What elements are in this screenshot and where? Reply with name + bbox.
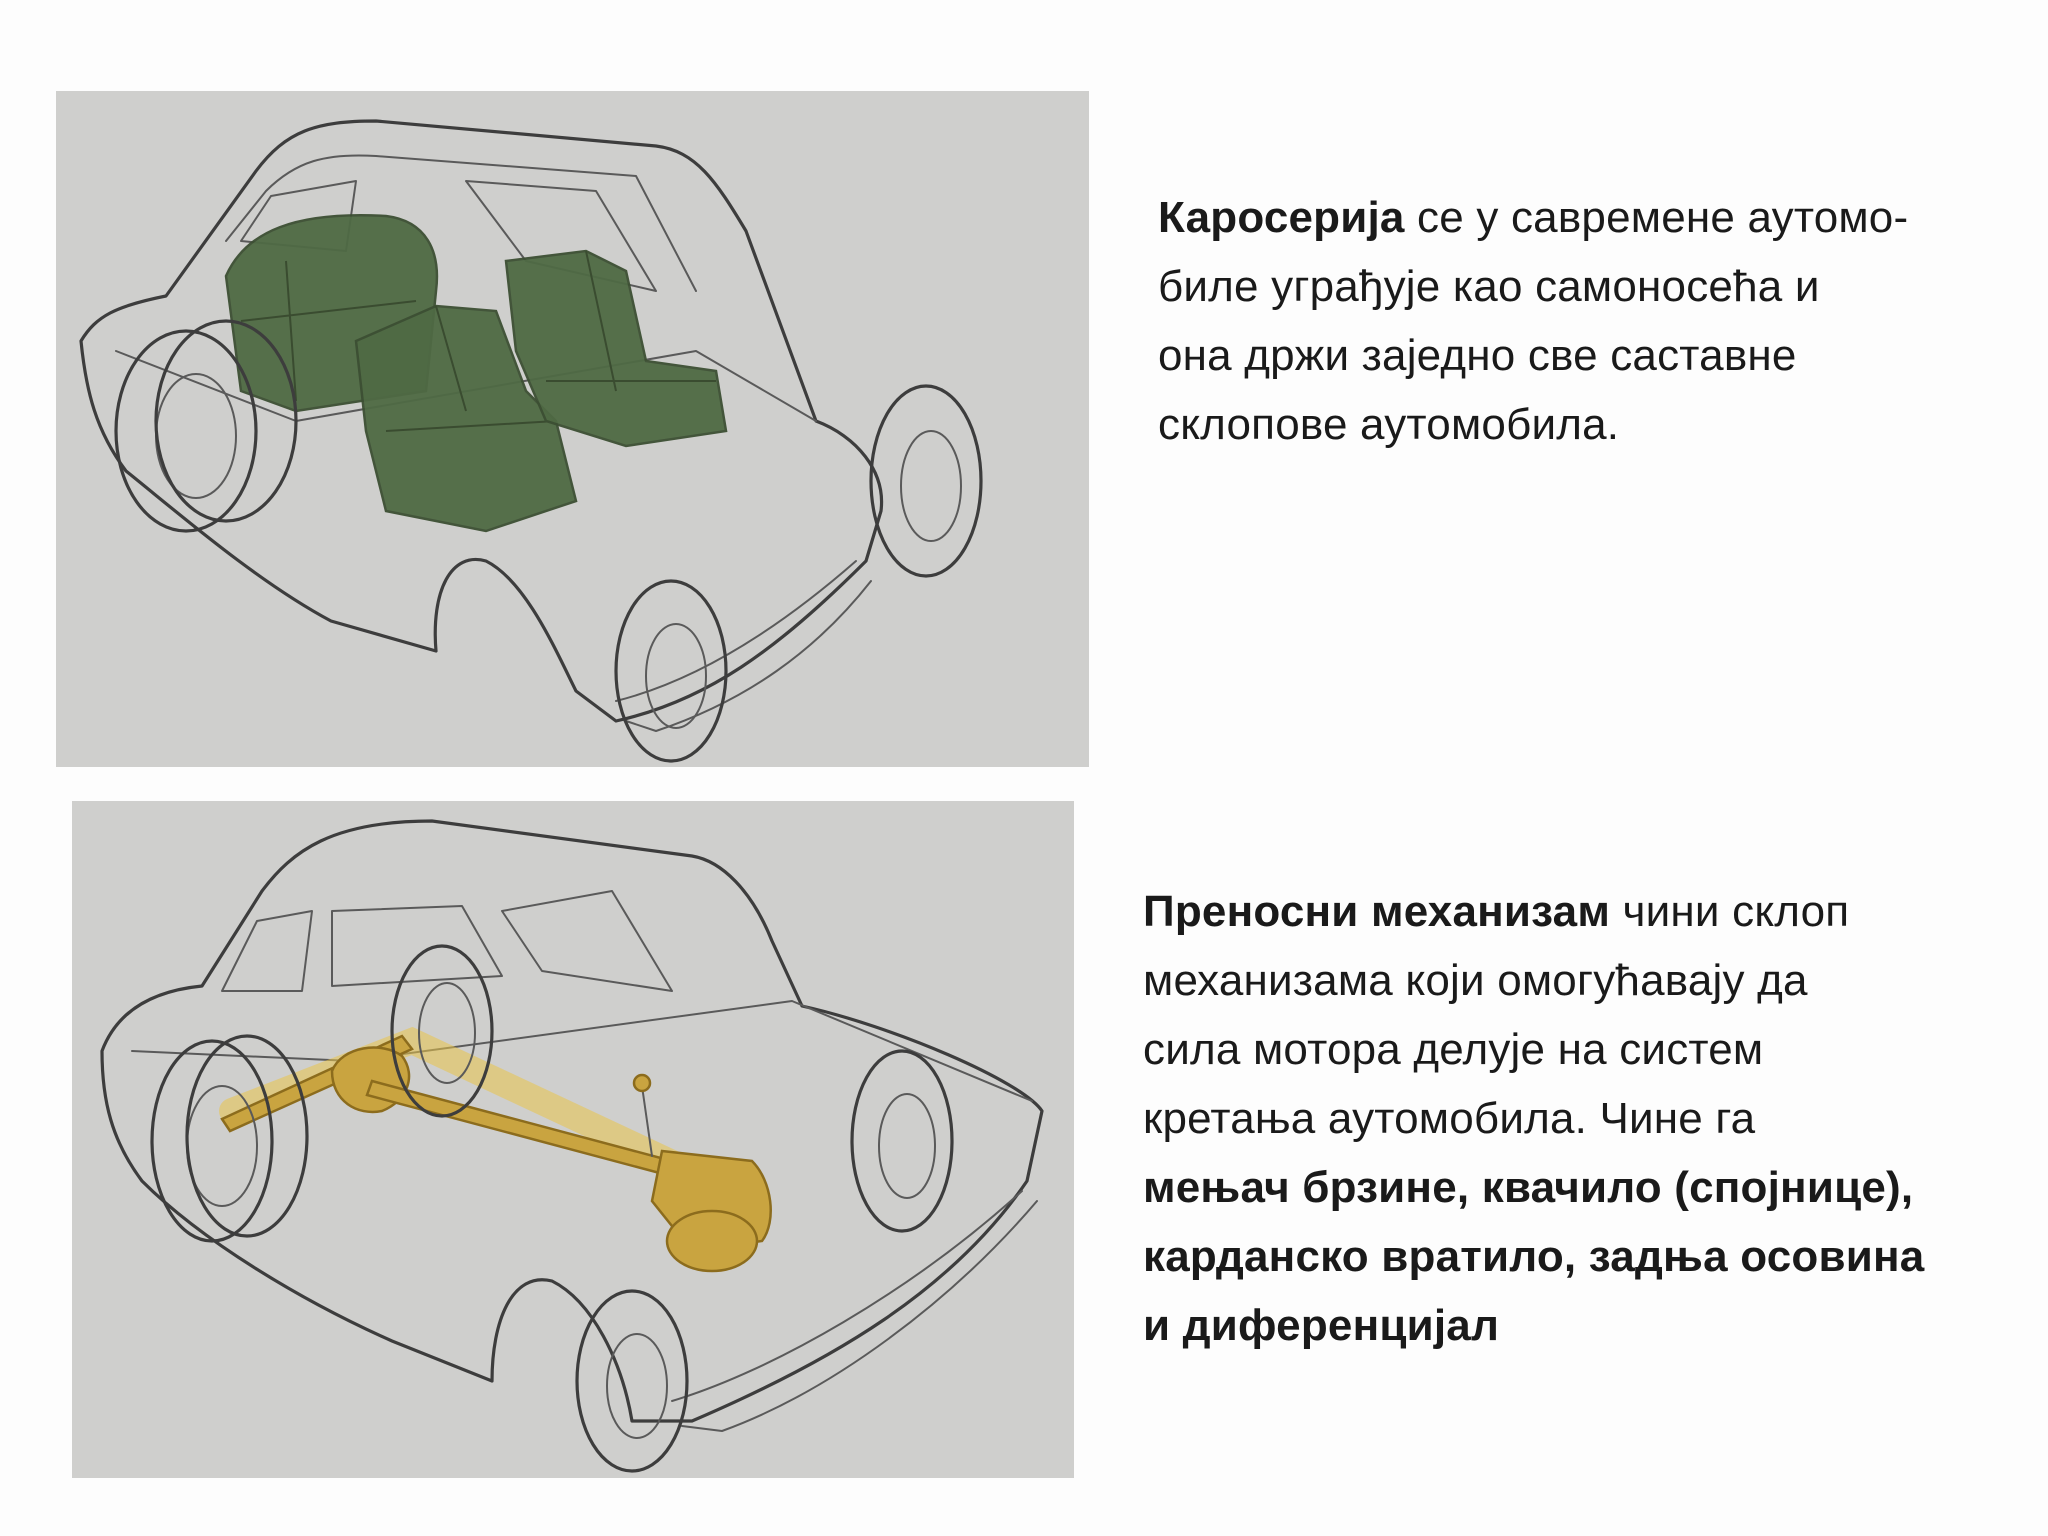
body-line-4: склопове аутомобила. (1158, 400, 1620, 449)
front-wheel-left (616, 581, 726, 761)
drive-line-4: кретања аутомобила. Чине га (1143, 1094, 1756, 1143)
drive-line-7: и диференцијал (1143, 1301, 1500, 1350)
front-wheel-right (852, 1051, 952, 1231)
car-body-drawing (56, 91, 1089, 767)
body-description (1158, 183, 2028, 459)
car-body-illustration (56, 91, 1089, 767)
front-wheel-left (577, 1291, 687, 1471)
drive-line-2: механизама који омогућавају да (1143, 956, 1808, 1005)
drivetrain-description (1143, 877, 2033, 1360)
body-line-2: биле уграђује као самоносећа и (1158, 262, 1820, 311)
drivetrain-illustration (72, 801, 1074, 1478)
front-wheel-right (871, 386, 981, 576)
body-line-3: она држи заједно све саставне (1158, 331, 1797, 380)
body-line-1: Каросерија се у савремене аутомо- (1158, 193, 1909, 242)
drive-line-6: карданско вратило, задња осовина (1143, 1232, 1925, 1281)
drive-line-5: мењач брзине, квачило (спојнице), (1143, 1163, 1914, 1212)
drive-line-1: Преносни механизам чини склоп (1143, 887, 1850, 936)
car-window-middle (332, 906, 502, 986)
drivetrain-assembly (222, 1036, 771, 1271)
drivetrain-drawing (72, 801, 1074, 1478)
clutch-housing (667, 1211, 757, 1271)
car-window-rear (222, 911, 312, 991)
drive-line-3: сила мотора делује на систем (1143, 1025, 1764, 1074)
car-window-front (502, 891, 672, 991)
